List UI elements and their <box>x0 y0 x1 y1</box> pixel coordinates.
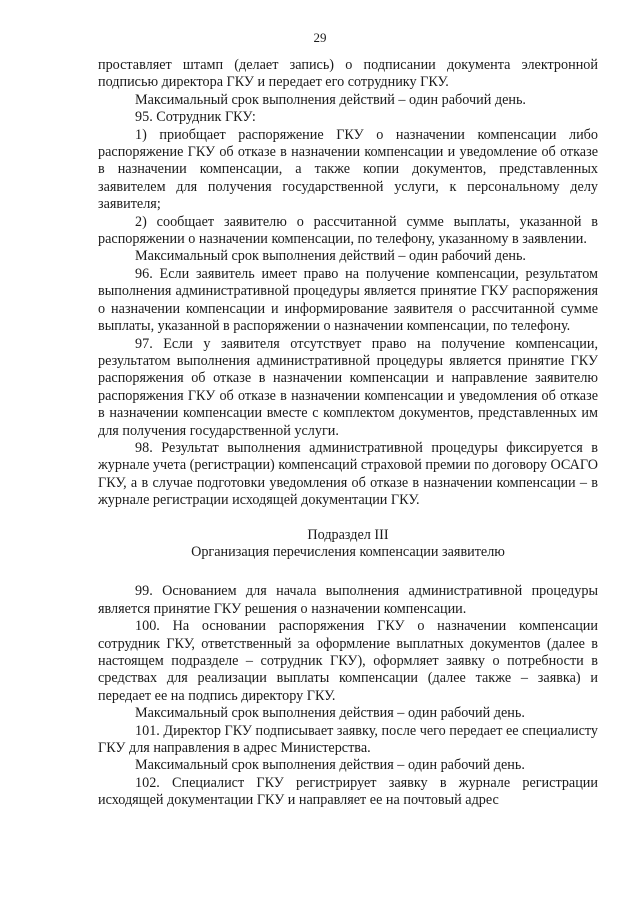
paragraph: 101. Директор ГКУ подписывает заявку, после чего передает ее специалисту ГКУ для направления в адрес Министерства. <box>98 722 598 757</box>
subsection-label: Подраздел III <box>307 526 389 543</box>
paragraph: 98. Результат выполнения административной процедуры фиксируется в журнале учета (регистрации) компенсаций страховой премии по договору ОСАГО ГКУ, а в случае подготовки уведомления об отказе в назначении компенсации – в журнале регистрации исходящей документации ГКУ. <box>98 439 598 509</box>
page-number: 29 <box>313 30 327 45</box>
paragraph: Максимальный срок выполнения действия – один рабочий день. <box>135 757 525 774</box>
paragraph: Максимальный срок выполнения действий – один рабочий день. <box>135 248 526 265</box>
paragraph: 2) сообщает заявителю о рассчитанной сумме выплаты, указанной в распоряжении о назначении компенсации, по телефону, указанному в заявлении. <box>98 213 598 248</box>
subsection-title: Организация перечисления компенсации заявителю <box>191 543 505 560</box>
paragraph: проставляет штамп (делает запись) о подписании документа электронной подписью директора ГКУ и передает его сотруднику ГКУ. <box>98 57 598 91</box>
paragraph: 96. Если заявитель имеет право на получение компенсации, результатом выполнения административной процедуры является принятие ГКУ распоряжения о назначении компенсации и информирование заявителя о рассчитанной сумме выплаты, указанной в распоряжении о назначении компенсации, по телефону. <box>98 265 598 335</box>
paragraph: Максимальный срок выполнения действия – один рабочий день. <box>135 705 525 722</box>
paragraph: 95. Сотрудник ГКУ: <box>135 109 256 126</box>
document-body <box>98 57 598 810</box>
paragraph: 100. На основании распоряжения ГКУ о назначении компенсации сотрудник ГКУ, ответственный за оформление выплатных документов (далее в настоящем подразделе – сотрудник ГКУ), оформляет заявку о потребности в средствах для реализации выплаты компенсации (далее также – заявка) и передает ее на подпись директору ГКУ. <box>98 618 598 704</box>
paragraph: 1) приобщает распоряжение ГКУ о назначении компенсации либо распоряжение ГКУ об отказе в назначении компенсации и уведомление об отказе в назначении компенсации, а также копии документов, представленных заявителем для получения государственной услуги, к персональному делу заявителя; <box>98 126 598 213</box>
paragraph: 102. Специалист ГКУ регистрирует заявку в журнале регистрации исходящей документации ГКУ и направляет ее на почтовый адрес <box>98 774 598 809</box>
paragraph: 99. Основанием для начала выполнения административной процедуры является принятие ГКУ решения о назначении компенсации. <box>98 583 598 617</box>
paragraph: 97. Если у заявителя отсутствует право на получение компенсации, результатом выполнения административной процедуры является принятие ГКУ распоряжения об отказе в назначении компенсации и направление заявителю распоряжения ГКУ об отказе в назначении компенсации и уведомления об отказе в назначении компенсации вместе с комплектом документов, представленных им для получения государственной услуги. <box>98 335 598 439</box>
paragraph: Максимальный срок выполнения действий – один рабочий день. <box>135 91 526 108</box>
